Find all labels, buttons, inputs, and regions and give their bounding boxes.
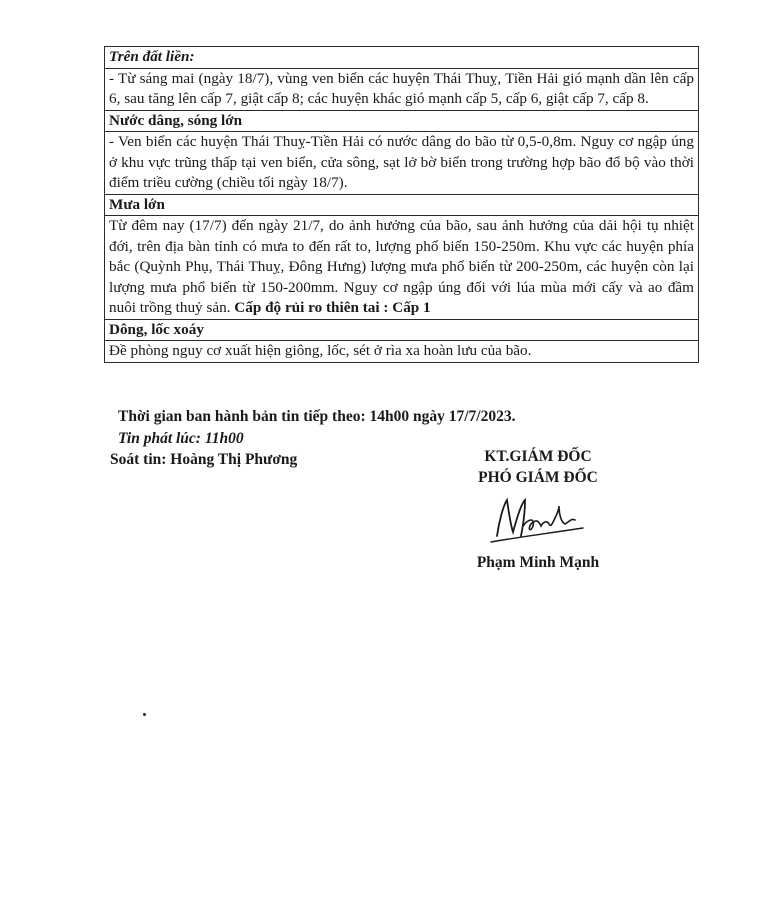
- signer-title-line2: PHÓ GIÁM ĐỐC: [478, 469, 598, 486]
- section-heading-thunderstorm: Dông, lốc xoáy: [105, 319, 699, 341]
- signature-block: [458, 446, 618, 573]
- section-body-land: - Từ sáng mai (ngày 18/7), vùng ven biển các huyện Thái Thuỵ, Tiền Hải gió mạnh dần lên cấp 6, sau tăng lên cấp 7, giật cấp 8; các huyện khác gió mạnh cấp 5, cấp 6, giật cấp 7, cấp 8.: [105, 68, 699, 110]
- section-body-heavy-rain: [105, 216, 699, 320]
- signer-title-line1: KT.GIÁM ĐỐC: [484, 448, 592, 465]
- scan-speck: [143, 713, 146, 716]
- heavy-rain-text: Từ đêm nay (17/7) đến ngày 21/7, do ảnh hưởng của bão, sau ảnh hưởng của dải hội tụ nhiệt đới, trên địa bàn tỉnh có mưa to đến rất to, lượng phổ biến 150-250m. Khu vực các huyện phía bắc (Quỳnh Phụ, Thái Thuỵ, Đông Hưng) lượng mưa phổ biến từ 200-250m, các huyện còn lại lượng mưa phổ biến từ 150-200mm. Nguy cơ ngập úng đối với lúa mùa mới cấy và ao đầm nuôi trồng thuỷ sản.: [109, 217, 694, 316]
- issued-time: Tin phát lúc: 11h00: [118, 430, 244, 447]
- signer-name: Phạm Minh Mạnh: [476, 554, 600, 571]
- weather-bulletin-table: [104, 46, 699, 363]
- section-body-thunderstorm: Đề phòng nguy cơ xuất hiện giông, lốc, sét ở rìa xa hoàn lưu của bão.: [105, 341, 699, 363]
- section-heading-storm-surge: Nước dâng, sóng lớn: [105, 110, 699, 132]
- section-heading-land: Trên đất liền:: [105, 47, 699, 69]
- handwritten-signature: [483, 492, 593, 548]
- section-heading-heavy-rain: Mưa lớn: [105, 194, 699, 216]
- section-body-storm-surge: - Ven biển các huyện Thái Thuỵ-Tiền Hải có nước dâng do bão từ 0,5-0,8m. Nguy cơ ngập úng ở khu vực trũng thấp tại ven biển, cửa sông, sạt lở bờ biển trong trường hợp bão đổ bộ vào thời điểm triều cường (chiều tối ngày 18/7).: [105, 132, 699, 195]
- next-issue-time: Thời gian ban hành bản tin tiếp theo: 14h00 ngày 17/7/2023.: [118, 408, 516, 425]
- risk-level: Cấp độ rủi ro thiên tai : Cấp 1: [234, 299, 431, 316]
- reviewer-name: Soát tin: Hoàng Thị Phương: [110, 451, 298, 468]
